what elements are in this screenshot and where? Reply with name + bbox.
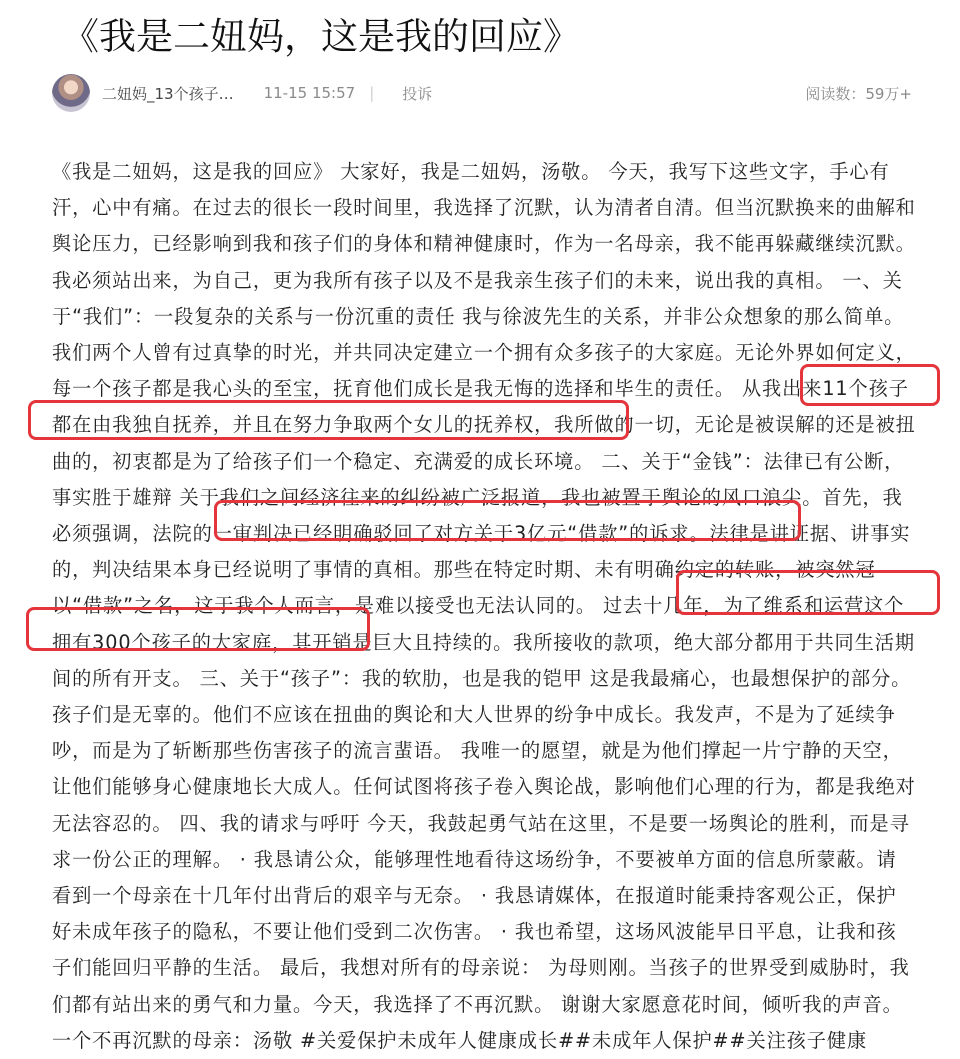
author-name[interactable]: 二妞妈_13个孩子… (102, 84, 234, 103)
article-body: 《我是二妞妈，这是我的回应》 大家好，我是二妞妈，汤敬。 今天，我写下这些文字，手心有汗，心中有痛。在过去的很长一段时间里，我选择了沉默，认为清者自清。但当沉默换来的曲解和舆论压力，已经影响到我和孩子们的身体和精神健康时，作为一名母亲，我不能再躲藏继续沉默。我必须站出来，为自己，更为我所有孩子以及不是我亲生孩子们的未来，说出我的真相。 一、关于“我们”：一段复杂的关系与一份沉重的责任 我与徐波先生的关系，并非公众想象的那么简单。我们两个人曾有过真挚的时光，并共同决定建立一个拥有众多孩子的大家庭。无论外界如何定义，每一个孩子都是我心头的至宝，抚育他们成长是我无悔的选择和毕生的责任。 从我出来11个孩子都在由我独自抚养，并且在努力争取两个女儿的抚养权，我所做的一切，无论是被误解的还是被扭曲的，初衷都是为了给孩子们一个稳定、充满爱的成长环境。 二、关于“金钱”：法律已有公断，事实胜于雄辩 关于我们之间经济往来的纠纷被广泛报道，我也被置于舆论的风口浪尖。首先，我必须强调，法院的一审判决已经明确驳回了对方关于3亿元“借款”的诉求。法律是讲证据、讲事实的，判决结果本身已经说明了事情的真相。那些在特定时期、未有明确约定的转账，被突然冠以“借款”之名，这于我个人而言，是难以接受也无法认同的。 过去十几年，为了维系和运营这个拥有300个孩子的大家庭，其开销是巨大且持续的。我所接收的款项，绝大部分都用于共同生活期间的所有开支。 三、关于“孩子”：我的软肋，也是我的铠甲 这是我最痛心，也最想保护的部分。孩子们是无辜的。他们不应该在扭曲的舆论和大人世界的纷争中成长。我发声，不是为了延续争吵，而是为了斩断那些伤害孩子的流言蜚语。 我唯一的愿望，就是为他们撑起一片宁静的天空，让他们能够身心健康地长大成人。任何试图将孩子卷入舆论战，影响他们心理的行为，都是我绝对无法容忍的。 四、我的请求与呼吁 今天，我鼓起勇气站在这里，不是要一场舆论的胜利，而是寻求一份公正的理解。 · 我恳请公众，能够理性地看待这场纷争，不要被单方面的信息所蒙蔽。请看到一个母亲在十几年付出背后的艰辛与无奈。 · 我恳请媒体，在报道时能秉持客观公正，保护好未成年孩子的隐私，不要让他们受到二次伤害。 · 我也希望，这场风波能早日平息，让我和孩子们能回归平静的生活。 最后，我想对所有的母亲说： 为母则刚。当孩子的世界受到威胁时，我们都有站出来的勇气和力量。今天，我选择了不再沉默。 谢谢大家愿意花时间，倾听我的声音。 一个不再沉默的母亲：汤敬 #关爱保护未成年人健康成长##未成年人保护##关注孩子健康 (52, 160, 916, 1052)
publish-date: 11-15 15:57 (263, 84, 356, 102)
report-link[interactable]: 投诉 (402, 84, 433, 103)
article-title: 《我是二妞妈，这是我的回应》 (62, 15, 580, 58)
read-count: 阅读数：59万+ (805, 84, 912, 103)
author-avatar[interactable] (52, 74, 90, 112)
article-meta (52, 73, 912, 113)
meta-divider: | (369, 84, 375, 102)
